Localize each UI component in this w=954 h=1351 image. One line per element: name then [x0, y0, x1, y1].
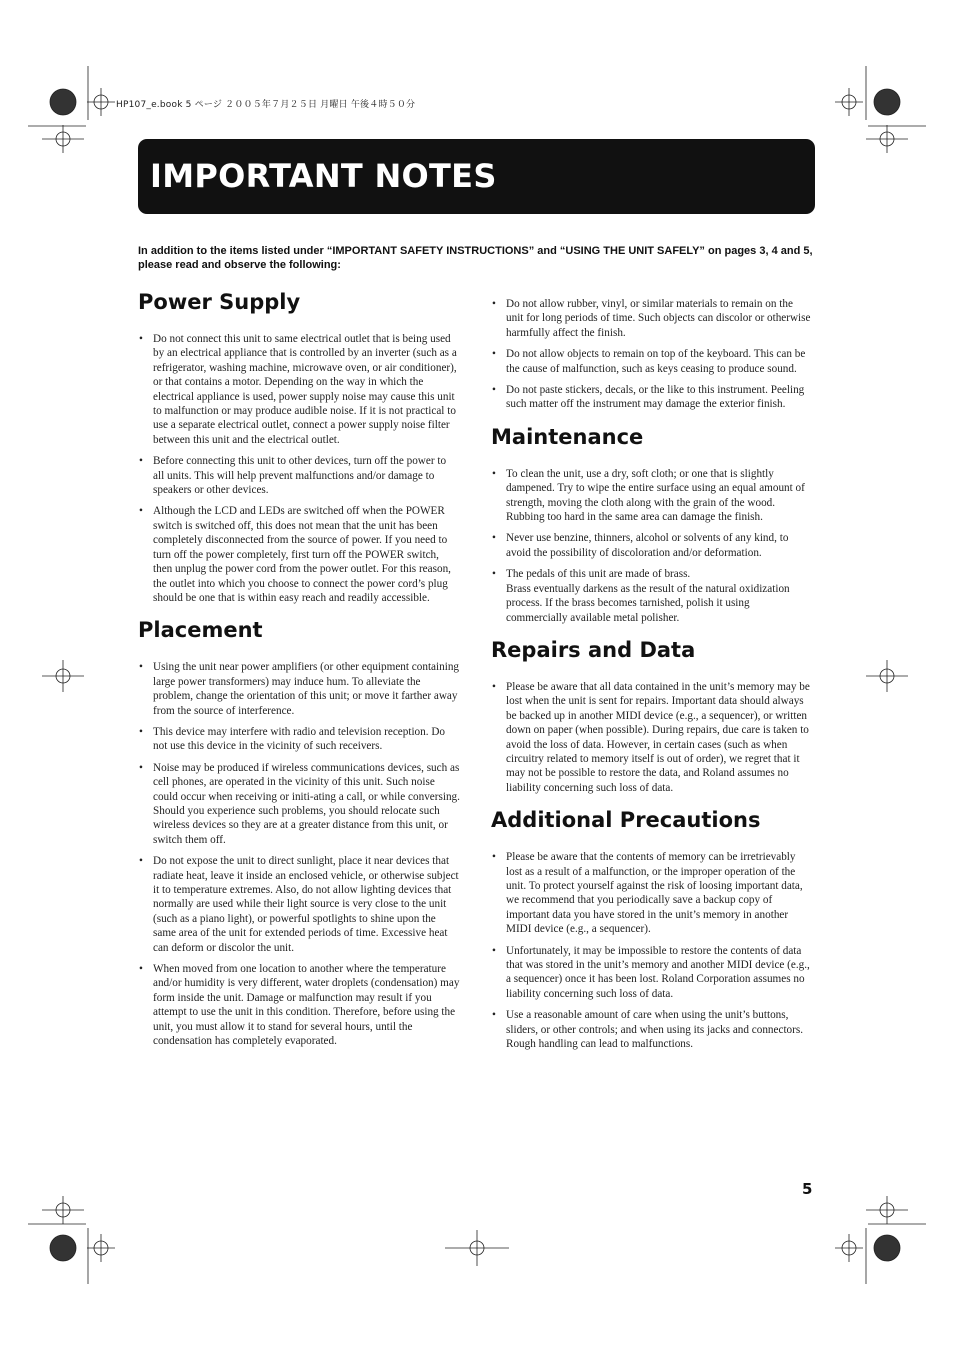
list-item-text: Do not connect this unit to same electrical outlet that is being used by an electrical appliance that is controlled by an inverter (such as a refrigerator, washing machine, microwave oven, or air conditioner), or that contains a motor. Depending on the way in which the electrical appliance is used, power supply noise may cause this unit to malfunction or may produce audible noise. If it is not practical to use a separate electrical outlet, connect a power supply noise filter between this unit and the electrical outlet.	[153, 333, 457, 446]
list-item-text: Noise may be produced if wireless communications devices, such as cell phones, are operated in the vicinity of this unit. Such noise could occur when receiving or initi-ating a call, or while conversing. Should you experience such problems, you should relocate such wireless devices so they are at a greater distance from this unit, or switch them off.	[153, 761, 460, 846]
list-item	[491, 680, 813, 795]
list-item	[138, 761, 460, 847]
bullet-list	[138, 332, 460, 605]
list-item	[491, 850, 813, 936]
list-item-text: This device may interfere with radio and television reception. Do not use this device in the vicinity of such receivers.	[153, 725, 446, 753]
list-item	[138, 454, 460, 497]
list-item-text: The pedals of this unit are made of brass.	[506, 568, 691, 581]
bullet-glyph: •	[492, 568, 496, 581]
bullet-glyph: •	[492, 298, 496, 310]
bullet-glyph: •	[492, 384, 496, 397]
bullet-glyph: •	[139, 725, 143, 738]
bullet-glyph: •	[139, 661, 143, 674]
bullet-list	[491, 467, 813, 625]
list-item-text: Although the LCD and LEDs are switched off when the POWER switch is switched off, this does not mean that the unit has been completely disconnected from the source of power. If you need to turn off the power completely, first turn off the POWER switch, then unplug the power cord from the power outlet. For this reason, the outlet into which you choose to connect the power cord’s plug should be one that is within easy reach and readily accessible.	[153, 505, 451, 604]
section-heading: Placement	[138, 618, 263, 643]
bullet-list	[491, 297, 813, 412]
section-repairs-and-data	[491, 635, 813, 795]
bullet-glyph: •	[139, 855, 143, 868]
bullet-glyph: •	[492, 680, 496, 693]
section-placement	[138, 615, 460, 1048]
list-item	[491, 383, 813, 412]
intro-paragraph: In addition to the items listed under “IMPORTANT SAFETY INSTRUCTIONS” and “USING THE UNIT SAFELY” on pages 3, 4 and 5, please read and observe the following:	[138, 245, 813, 271]
list-item	[138, 962, 460, 1048]
section-additional-precautions	[491, 805, 813, 1051]
list-item	[138, 854, 460, 955]
list-item	[491, 297, 813, 340]
list-item	[491, 944, 813, 1002]
bullet-list	[491, 680, 813, 795]
bullet-glyph: •	[492, 348, 496, 361]
list-item-text: Please be aware that the contents of memory can be irretrievably lost as a result of a malfunction, or the improper operation of the unit. To protect yourself against the risk of loosing important data, we recommend that you periodically save a backup copy of important data you have stored in the unit’s memory in another MIDI device (e.g., a sequencer).	[506, 851, 803, 936]
list-item	[138, 504, 460, 605]
list-item-text: Do not paste stickers, decals, or the like to this instrument. Peeling such matter off the instrument may damage the exterior finish.	[506, 384, 805, 411]
list-item-text: Never use benzine, thinners, alcohol or solvents of any kind, to avoid the possibility of discoloration and/or deformation.	[506, 532, 789, 559]
list-item	[491, 467, 813, 525]
section-heading: Repairs and Data	[491, 637, 696, 662]
section-placement-continued	[491, 297, 813, 412]
title-banner	[138, 139, 815, 214]
file-header-line: HP107_e.book 5 ページ ２００５年７月２５日 月曜日 午後４時５０分	[116, 100, 416, 110]
section-power-supply	[138, 287, 460, 605]
section-heading: Maintenance	[491, 424, 644, 449]
list-item-text: Do not expose the unit to direct sunlight, place it near devices that radiate heat, leave it inside an enclosed vehicle, or otherwise subject it to temperature extremes. Also, do not allow lighting devices that normally are used while their light source is very close to the unit (such as a piano light), or powerful spotlights to shine upon the same area of the unit for extended periods of time. Excessive heat can deform or discolor the unit.	[153, 855, 459, 954]
left-column	[138, 287, 460, 1058]
bullet-glyph: •	[139, 505, 143, 518]
list-item	[491, 567, 813, 625]
list-item-text: Before connecting this unit to other devices, turn off the power to all units. This will help prevent malfunctions and/or damage to speakers or other devices.	[153, 455, 447, 497]
page-number: 5	[802, 1180, 813, 1198]
section-heading: Additional Precautions	[491, 808, 761, 833]
list-item	[138, 725, 460, 754]
bullet-glyph: •	[139, 455, 143, 468]
bullet-glyph: •	[492, 467, 496, 480]
bullet-glyph: •	[492, 532, 496, 545]
list-item-text: When moved from one location to another where the temperature and/or humidity is very different, water droplets (condensation) may form inside the unit. Damage or malfunction may result if you attempt to use the unit in this condition. Therefore, before using the unit, you must allow it to stand for several hours, until the condensation has completely evaporated.	[153, 963, 460, 1048]
bullet-glyph: •	[139, 333, 143, 345]
list-item-text: Using the unit near power amplifiers (or other equipment containing large power transformers) may induce hum. To alleviate the problem, change the orientation of this unit; or move it farther away from the source of interference.	[153, 661, 460, 717]
section-heading: Power Supply	[138, 290, 301, 314]
list-item-text: Brass eventually darkens as the result of the natural oxidization process. If the brass becomes tarnished, polish it using commercially available metal polisher.	[506, 582, 790, 624]
list-item-text: Please be aware that all data contained in the unit’s memory may be lost when the unit is sent for repairs. Important data should always be backed up in another MIDI device (e.g., a sequencer), or written down on paper (when possible). During repairs, due care is taken to avoid the loss of data. However, in certain cases (such as when circuitry related to memory itself is out of order), we regret that it may not be possible to restore the data, and Roland assumes no liability concerning such loss of data.	[506, 680, 810, 794]
list-item-text: Do not allow objects to remain on top of the keyboard. This can be the cause of malfunction, such as keys ceasing to produce sound.	[506, 348, 806, 375]
list-item-text: Unfortunately, it may be impossible to restore the contents of data that was stored in the unit’s memory and another MIDI device (e.g., a sequencer) once it has been lost. Roland Corporation assumes no liability concerning such loss of data.	[506, 944, 810, 1000]
list-item	[138, 332, 460, 447]
list-item-text: Use a reasonable amount of care when using the unit’s buttons, sliders, or other controls; and when using its jacks and connectors. Rough handling can lead to malfunctions.	[506, 1009, 804, 1051]
bullet-glyph: •	[492, 1009, 496, 1022]
list-item-text: To clean the unit, use a dry, soft cloth; or one that is slightly dampened. Try to wipe the entire surface using an equal amount of strength, moving the cloth along with the grain of the wood. Rubbing too hard in the same area can damage the finish.	[506, 467, 805, 524]
list-item	[491, 347, 813, 376]
bullet-glyph: •	[139, 761, 143, 774]
bullet-glyph: •	[492, 944, 496, 957]
bullet-glyph: •	[492, 851, 496, 864]
right-column	[491, 297, 813, 1061]
bullet-glyph: •	[139, 963, 143, 976]
bullet-list	[138, 660, 460, 1048]
bullet-list	[491, 850, 813, 1051]
list-item-text: Do not allow rubber, vinyl, or similar materials to remain on the unit for long periods of time. Such objects can discolor or otherwise harmfully affect the finish.	[506, 298, 811, 339]
list-item	[138, 660, 460, 718]
page-title: IMPORTANT NOTES	[150, 157, 497, 195]
section-maintenance	[491, 422, 813, 625]
list-item	[491, 531, 813, 560]
list-item	[491, 1008, 813, 1051]
